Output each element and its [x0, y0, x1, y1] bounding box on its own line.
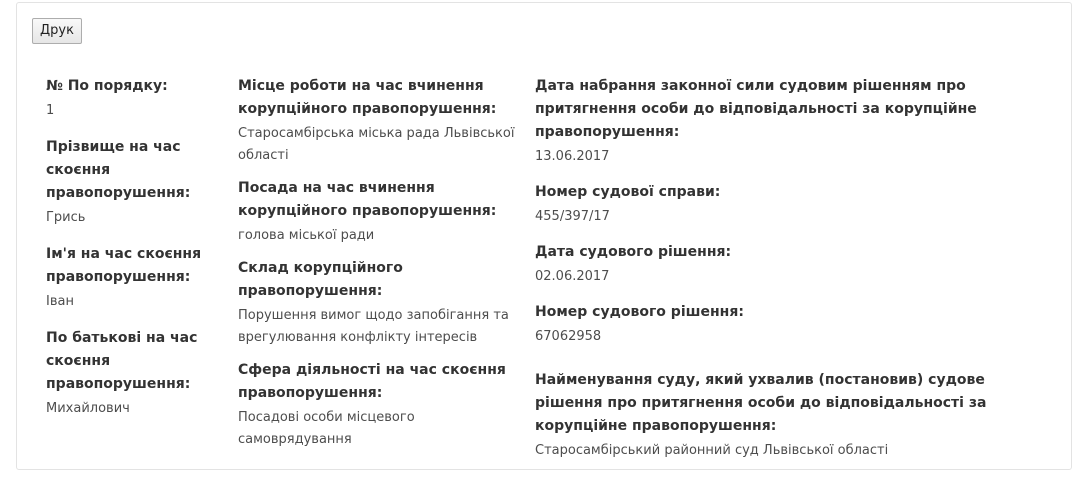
court-name-value: Старосамбірський районний суд Львівської області	[535, 443, 889, 458]
position-label: Посада на час вчинення корупційного правопорушення:	[238, 180, 497, 219]
patronymic-value: Михайлович	[46, 401, 130, 416]
offense-composition-value: Порушення вимог щодо запобігання та врегулювання конфлікту інтересів	[238, 308, 509, 345]
field-decision-date	[535, 241, 1055, 288]
order-number-label: № По порядку:	[46, 78, 168, 94]
decision-date-value: 02.06.2017	[535, 269, 610, 284]
workplace-value: Старосамбірська міська рада Львівської області	[238, 126, 515, 163]
offense-composition-label: Склад корупційного правопорушення:	[238, 260, 403, 299]
activity-sphere-value: Посадові особи місцевого самоврядування	[238, 410, 415, 447]
surname-label: Прізвище на час скоєння правопорушення:	[46, 139, 191, 201]
record-panel	[16, 2, 1072, 470]
field-workplace	[238, 75, 523, 167]
decision-number-value: 67062958	[535, 329, 602, 344]
column-employment	[238, 75, 523, 451]
field-order-number	[46, 75, 216, 122]
field-case-number	[535, 181, 1055, 228]
print-button[interactable]: Друк	[32, 18, 82, 44]
surname-value: Грись	[46, 210, 86, 225]
workplace-label: Місце роботи на час вчинення корупційного правопорушення:	[238, 78, 497, 117]
effective-date-label: Дата набрання законної сили судовим рішенням про притягнення особи до відповідальності за корупційне правопорушення:	[535, 78, 977, 140]
decision-date-label: Дата судового рішення:	[535, 244, 732, 260]
decision-number-label: Номер судового рішення:	[535, 304, 744, 320]
first-name-value: Іван	[46, 294, 74, 309]
field-activity-sphere	[238, 359, 523, 451]
field-patronymic	[46, 327, 216, 420]
field-court-name	[535, 369, 1055, 462]
field-decision-number	[535, 301, 1055, 348]
patronymic-label: По батькові на час скоєння правопорушення:	[46, 330, 198, 392]
court-name-label: Найменування суду, який ухвалив (постановив) судове рішення про притягнення особи до відповідальності за корупційне правопорушення:	[535, 372, 987, 434]
case-number-value: 455/397/17	[535, 209, 610, 224]
column-court	[535, 75, 1055, 462]
field-position	[238, 177, 523, 247]
field-effective-date	[535, 75, 1055, 168]
field-offense-composition	[238, 257, 523, 349]
order-number-value: 1	[46, 103, 55, 118]
field-first-name	[46, 243, 216, 313]
column-personal	[46, 75, 216, 420]
first-name-label: Ім'я на час скоєння правопорушення:	[46, 246, 202, 285]
field-surname	[46, 136, 216, 229]
position-value: голова міської ради	[238, 228, 375, 243]
activity-sphere-label: Сфера діяльності на час скоєння правопорушення:	[238, 362, 506, 401]
case-number-label: Номер судової справи:	[535, 184, 721, 200]
effective-date-value: 13.06.2017	[535, 149, 610, 164]
